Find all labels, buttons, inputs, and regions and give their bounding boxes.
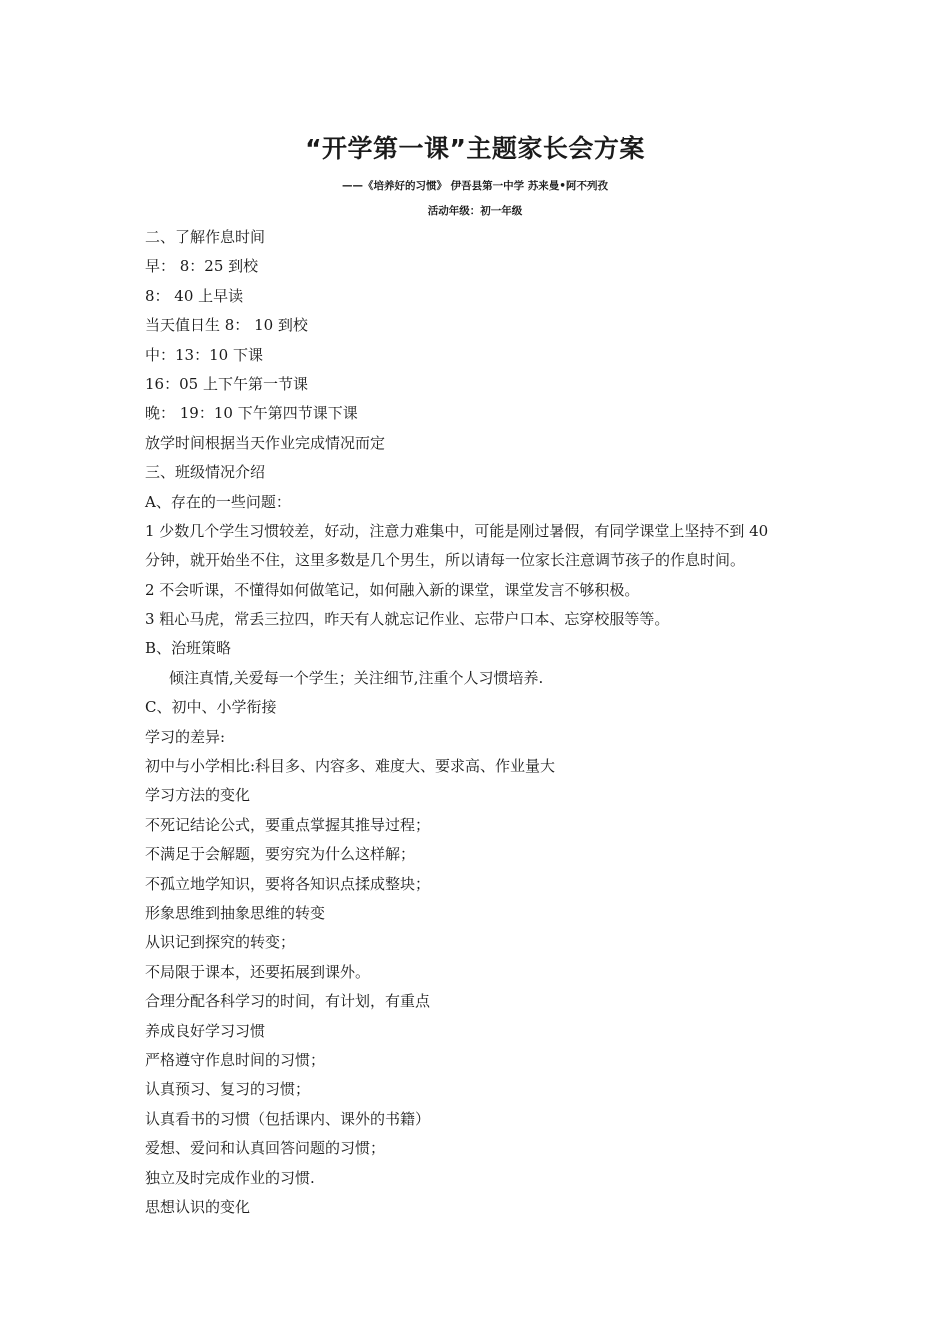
subsection-heading-strategy: B、治班策略 — [145, 639, 232, 658]
paragraph-line: 倾注真情,关爱每一个学生；关注细节,注重个人习惯培养. — [169, 668, 544, 687]
paragraph-line: 爱想、爱问和认真回答问题的习惯； — [145, 1139, 386, 1158]
paragraph-line: 认真看书的习惯（包括课内、课外的书籍） — [145, 1109, 431, 1128]
paragraph-line: 初中与小学相比:科目多、内容多、难度大、要求高、作业量大 — [145, 757, 556, 776]
paragraph-line: 不死记结论公式，要重点掌握其推导过程； — [145, 815, 431, 834]
paragraph-line: 3 粗心马虎，常丢三拉四，昨天有人就忘记作业、忘带户口本、忘穿校服等等。 — [145, 610, 670, 629]
paragraph-line: 从识记到探究的转变； — [145, 933, 296, 952]
paragraph-line: 不局限于课本，还要拓展到课外。 — [145, 962, 371, 981]
paragraph-line: 认真预习、复习的习惯； — [145, 1080, 311, 1099]
subsection-heading-problems: A、存在的一些问题： — [145, 492, 291, 511]
schedule-line: 16：05 上下午第一节课 — [145, 374, 308, 393]
schedule-line: 早： 8：25 到校 — [145, 257, 259, 276]
schedule-line: 当天值日生 8： 10 到校 — [145, 316, 308, 335]
document-subtitle: ——《培养好的习惯》 伊吾县第一中学 苏来曼•阿不列孜 — [341, 180, 609, 192]
section-heading-class-info: 三、班级情况介绍 — [145, 463, 266, 482]
paragraph-line: 2 不会听课，不懂得如何做笔记，如何融入新的课堂，课堂发言不够积极。 — [145, 580, 640, 599]
paragraph-line: 不满足于会解题，要穷究为什么这样解； — [145, 845, 416, 864]
document-title: “开学第一课”主题家长会方案 — [305, 134, 645, 163]
paragraph-line: 独立及时完成作业的习惯. — [145, 1168, 315, 1187]
subsection-heading-transition: C、初中、小学衔接 — [145, 698, 277, 717]
document-body — [145, 223, 825, 1222]
paragraph-line: 分钟，就开始坐不住，这里多数是几个男生，所以请每一位家长注意调节孩子的作息时间。 — [145, 551, 746, 570]
paragraph-line: 学习方法的变化 — [145, 786, 251, 805]
paragraph-line: 学习的差异: — [145, 727, 226, 746]
paragraph-line: 养成良好学习习惯 — [145, 1021, 266, 1040]
schedule-line: 中：13：10 下课 — [145, 345, 263, 364]
section-heading-schedule: 二、了解作息时间 — [145, 228, 266, 246]
paragraph-line: 思想认识的变化 — [145, 1197, 251, 1216]
paragraph-line: 1 少数几个学生习惯较差，好动，注意力难集中，可能是刚过暑假，有同学课堂上坚持不到 40 — [145, 521, 769, 540]
paragraph-line: 合理分配各科学习的时间，有计划，有重点 — [145, 992, 431, 1011]
schedule-line: 晚： 19：10 下午第四节课下课 — [145, 404, 358, 423]
schedule-line: 放学时间根据当天作业完成情况而定 — [145, 433, 386, 452]
schedule-line: 8： 40 上早读 — [145, 286, 244, 305]
paragraph-line: 严格遵守作息时间的习惯； — [145, 1050, 326, 1069]
paragraph-line: 形象思维到抽象思维的转变 — [145, 903, 326, 922]
activity-grade: 活动年级：初一年级 — [427, 205, 523, 217]
paragraph-line: 不孤立地学知识，要将各知识点揉成整块； — [145, 874, 431, 893]
